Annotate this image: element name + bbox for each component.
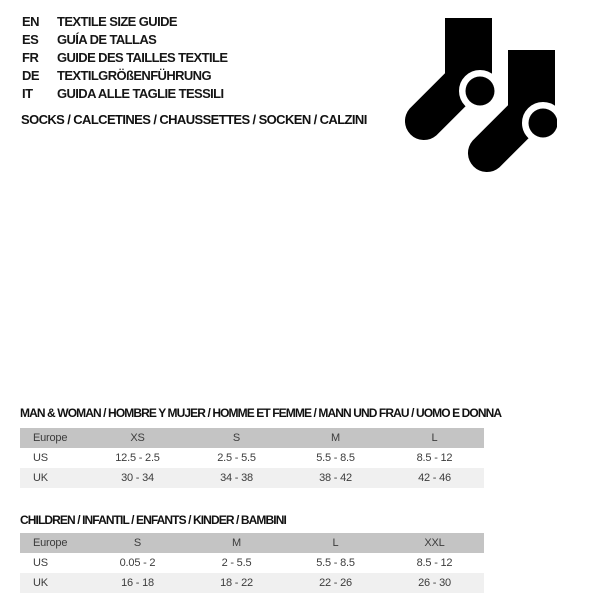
table-cell: 12.5 - 2.5 [115,452,160,464]
table-cell: 42 - 46 [418,472,451,484]
table-cell: 30 - 34 [121,472,154,484]
table-cell: 22 - 26 [319,577,352,589]
column-header: XXL [424,537,445,549]
table-cell: 5.5 - 8.5 [316,557,355,569]
table-cell: 38 - 42 [319,472,352,484]
table-row-uk [20,573,484,593]
row-label: US [33,557,48,569]
children-table-title: CHILDREN / INFANTIL / ENFANTS / KINDER / BAMBINI [20,513,286,527]
table-header-row [20,533,484,553]
row-label: US [33,452,48,464]
column-header: L [431,432,438,444]
table-row-uk [20,468,484,488]
table-cell: 16 - 18 [121,577,154,589]
language-code: DE [22,68,40,83]
language-label: GUÍA DE TALLAS [57,32,157,47]
language-row-it [22,85,227,103]
row-label: UK [33,472,48,484]
column-header: S [133,537,142,549]
column-header: XS [130,432,145,444]
table-header-row [20,428,484,448]
socks-icon [405,18,557,174]
column-header: S [232,432,241,444]
language-row-de [22,67,227,85]
children-size-table [20,533,484,593]
column-header: M [331,432,340,444]
table-cell: 8.5 - 12 [416,452,453,464]
category-title: SOCKS / CALCETINES / CHAUSSETTES / SOCKEN / CALZINI [21,112,367,127]
language-code: EN [22,14,40,29]
table-cell: 2 - 5.5 [221,557,252,569]
language-label: GUIDE DES TAILLES TEXTILE [57,50,228,65]
language-label: TEXTILE SIZE GUIDE [57,14,177,29]
language-code: IT [22,86,33,101]
language-row-fr [22,49,227,67]
table-cell: 26 - 30 [418,577,451,589]
table-cell: 5.5 - 8.5 [316,452,355,464]
table-cell: 0.05 - 2 [119,557,156,569]
table-row-us [20,448,484,468]
adult-table-title: MAN & WOMAN / HOMBRE Y MUJER / HOMME ET FEMME / MANN UND FRAU / UOMO E DONNA [20,406,502,420]
row-label: UK [33,577,48,589]
adult-size-table [20,428,484,488]
table-row-us [20,553,484,573]
language-label: GUIDA ALLE TAGLIE TESSILI [57,86,224,101]
table-cell: 34 - 38 [220,472,253,484]
table-cell: 2.5 - 5.5 [217,452,256,464]
language-list [22,13,227,103]
column-header-europe: Europe [33,432,68,444]
language-row-es [22,31,227,49]
table-cell: 18 - 22 [220,577,253,589]
language-code: ES [22,32,39,47]
column-header: M [232,537,241,549]
table-cell: 8.5 - 12 [416,557,453,569]
language-code: FR [22,50,39,65]
column-header: L [332,537,339,549]
language-row-en [22,13,227,31]
language-label: TEXTILGRÖßENFÜHRUNG [57,68,211,83]
column-header-europe: Europe [33,537,68,549]
